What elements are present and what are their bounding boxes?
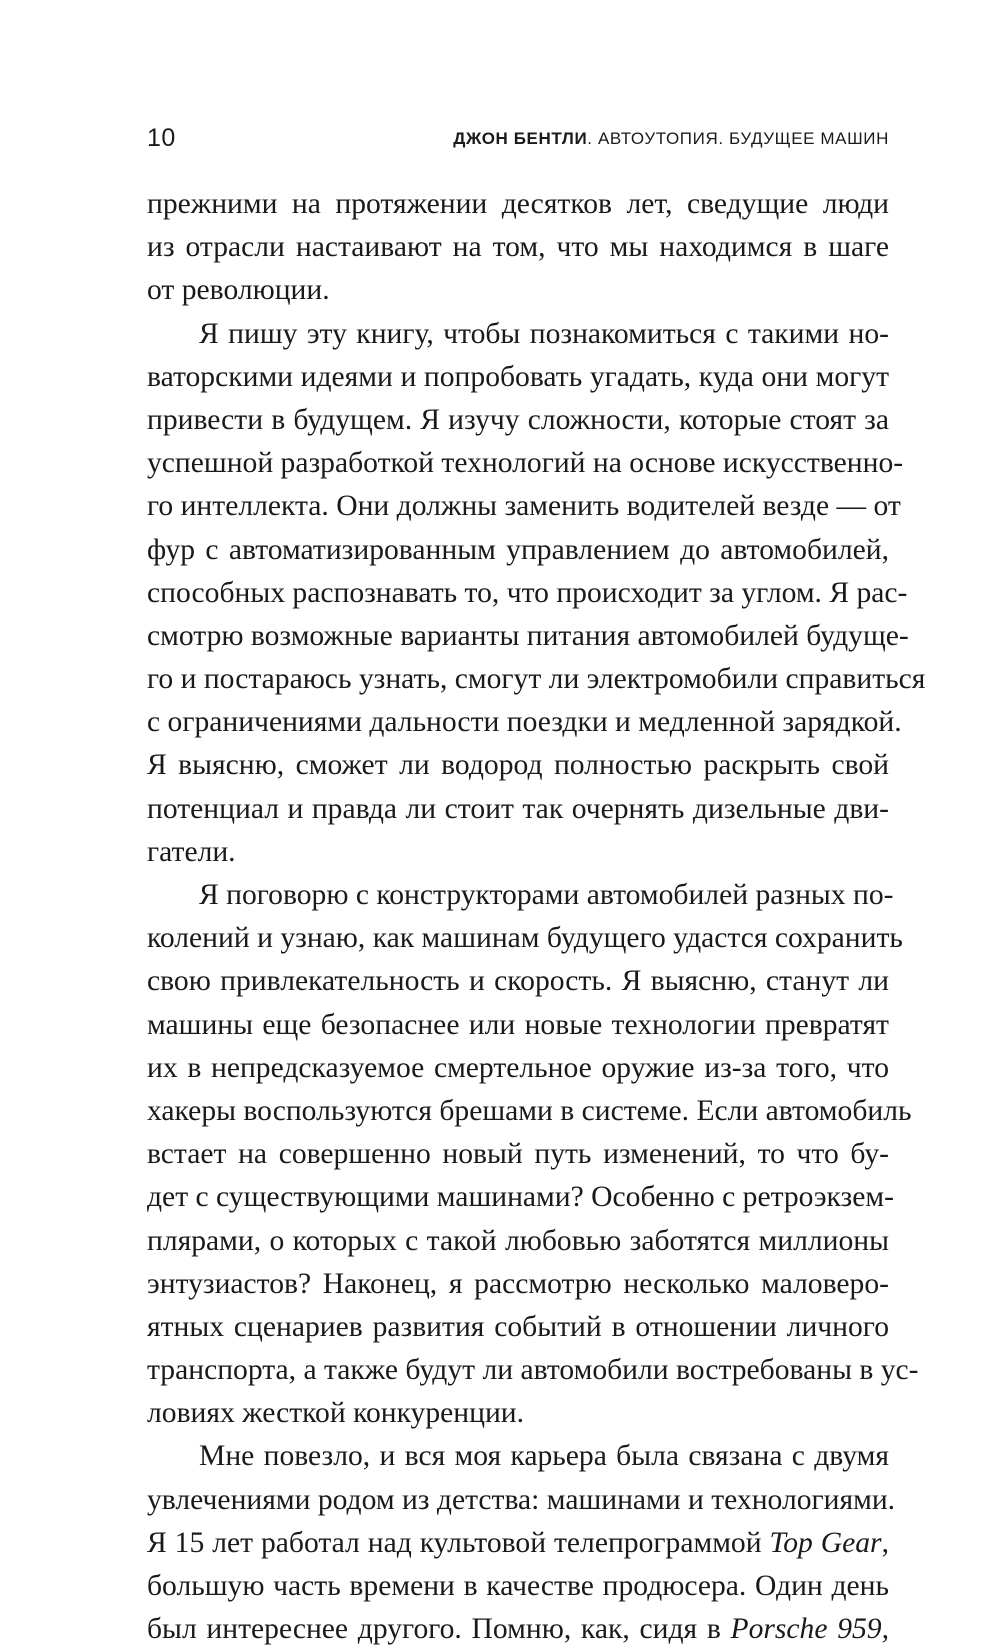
text-line: го интеллекта. Они должны заменить водителей везде — от	[147, 490, 901, 523]
text-line: ваторскими идеями и попробовать угадать, куда они могут	[147, 360, 889, 393]
text-line: Я пишу эту книгу, чтобы познакомиться с такими но-	[199, 317, 889, 350]
text-line: привести в будущем. Я изучу сложности, которые стоят за	[147, 403, 889, 436]
text-line: Я поговорю с конструкторами автомобилей разных по-	[199, 879, 894, 911]
text-line: успешной разработкой технологий на основе искусственно-	[147, 447, 904, 480]
text-line: дет с существующими машинами? Особенно с ретроэкзем-	[147, 1181, 894, 1214]
text-line: их в непредсказуемое смертельное оружие из-за того, что	[147, 1051, 889, 1084]
text-line: плярами, о которых с такой любовью заботятся миллионы	[147, 1224, 889, 1257]
text-line-part: ,	[881, 1526, 889, 1559]
text-line: хакеры воспользуются брешами в системе. Если автомобиль	[147, 1094, 912, 1127]
text-line: Я выясню, сможет ли водород полностью раскрыть свой	[147, 749, 889, 782]
book-title: АВТОУТОПИЯ. БУДУЩЕЕ МАШИН	[597, 129, 889, 148]
text-line: колений и узнаю, как машинам будущего удастся сохранить	[147, 922, 903, 955]
text-line: машины еще безопаснее или новые технологии превратят	[147, 1008, 889, 1041]
text-line: большую часть времени в качестве продюсера. Один день	[147, 1570, 889, 1602]
text-line: гатели.	[147, 835, 236, 868]
text-line: транспорта, а также будут ли автомобили востребованы в ус-	[147, 1354, 919, 1387]
text-line: го и постараюсь узнать, смогут ли электромобили справиться	[147, 663, 926, 696]
text-line: с ограничениями дальности поездки и медленной зарядкой.	[147, 706, 902, 739]
author-name: ДЖОН БЕНТЛИ	[453, 129, 588, 148]
text-line: увлечениями родом из детства: машинами и технологиями.	[147, 1483, 896, 1516]
running-title	[453, 120, 889, 158]
text-line: потенциал и правда ли стоит так очернять дизельные дви-	[147, 792, 889, 825]
text-line: ловиях жесткой конкуренции.	[147, 1397, 525, 1430]
text-line: свою привлекательность и скорость. Я выясню, станут ли	[147, 965, 889, 998]
text-line-part: Я 15 лет работал над культовой телепрограммой	[147, 1526, 770, 1559]
text-line: смотрю возможные варианты питания автомобилей будуще-	[147, 619, 909, 652]
text-line: энтузиастов? Наконец, я рассмотрю несколько маловеро-	[147, 1267, 889, 1300]
show-title-top-gear: Top Gear	[769, 1526, 882, 1559]
text-line	[147, 1608, 889, 1651]
text-line: способных распознавать то, что происходит за углом. Я рас-	[147, 576, 908, 609]
text-line: от революции.	[147, 274, 330, 307]
text-line: Мне повезло, и вся моя карьера была связана с двумя	[199, 1440, 889, 1473]
text-line: из отрасли настаивают на том, что мы находимся в шаге	[147, 231, 889, 264]
text-line	[147, 1522, 889, 1565]
title-separator: .	[587, 129, 598, 148]
text-line: встает на совершенно новый путь изменений, то что бу-	[147, 1138, 889, 1171]
page-number: 10	[147, 124, 176, 152]
body-text	[147, 183, 926, 1651]
text-line: ятных сценариев развития событий в отношении личного	[147, 1310, 889, 1343]
running-head	[147, 118, 889, 158]
text-line: прежними на протяжении десятков лет, сведущие люди	[147, 188, 889, 220]
car-name-porsche-959: Porsche 959,	[730, 1613, 889, 1646]
text-line-part: был интереснее другого. Помню, как, сидя в	[147, 1613, 731, 1646]
text-line: фур с автоматизированным управлением до автомобилей,	[147, 533, 889, 566]
